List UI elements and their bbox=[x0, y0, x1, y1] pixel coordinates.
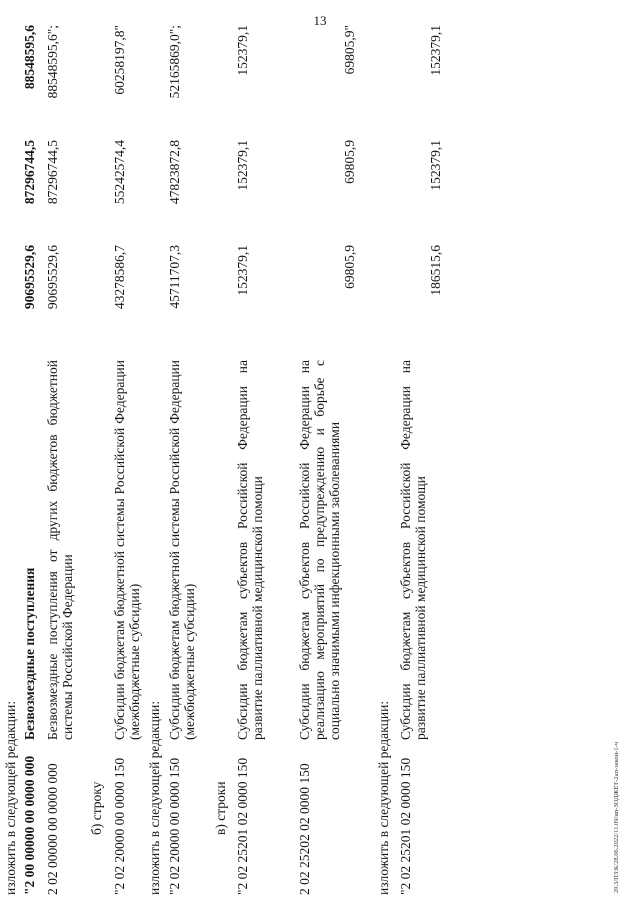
value-year-2: 87296744,5 bbox=[22, 140, 37, 205]
value-year-1: 186515,6 bbox=[428, 245, 443, 296]
value-year-1: 90695529,6 bbox=[45, 245, 60, 310]
instruction-text: в) строки bbox=[213, 781, 228, 835]
budget-code: 2 02 25202 02 0000 150 bbox=[297, 763, 312, 895]
footer-code: 20.3/ПЗ:К/28.06.2022/11.09/ип-ЗОДЖЕТ-2ап-закон-1-ч bbox=[613, 742, 620, 893]
value-year-2: 69805,9 bbox=[342, 140, 357, 184]
instruction-text: изложить в следующей редакции: bbox=[3, 700, 18, 895]
value-year-2: 152379,1 bbox=[428, 140, 443, 191]
budget-code: "2 00 00000 00 0000 000 bbox=[22, 755, 37, 895]
budget-code: "2 02 25201 02 0000 150 bbox=[235, 757, 250, 895]
row-name: Субсидии бюджетам бюджетной системы Российской Федерации (межбюджетные субсидии) bbox=[167, 360, 197, 740]
budget-code: "2 02 20000 00 0000 150 bbox=[167, 757, 182, 895]
instruction-text: изложить в следующей редакции: bbox=[147, 700, 162, 895]
row-name: Безвозмездные поступления bbox=[22, 567, 37, 740]
value-year-2: 152379,1 bbox=[235, 140, 250, 191]
row-name: Субсидии бюджетам субъектов Российской Федерации на реализацию мероприятий по предупреждению и борьбе с социально значимыми инфекционными заболеваниями bbox=[297, 360, 342, 740]
page-number: 13 bbox=[313, 13, 327, 28]
budget-code: "2 02 20000 00 0000 150 bbox=[112, 757, 127, 895]
value-year-1: 152379,1 bbox=[235, 245, 250, 296]
instruction-text: б) строку bbox=[89, 781, 104, 835]
value-year-2: 47823872,8 bbox=[167, 140, 182, 205]
budget-code: "2 02 25201 02 0000 150 bbox=[398, 757, 413, 895]
row-name: Безвозмездные поступления от других бюджетов бюджетной системы Российской Федерации bbox=[45, 360, 75, 740]
instruction-text: изложить в следующей редакции: bbox=[376, 700, 391, 895]
value-year-3: 152379,1 bbox=[428, 25, 443, 76]
row-name: Субсидии бюджетам бюджетной системы Российской Федерации (межбюджетные субсидии) bbox=[112, 360, 142, 740]
value-year-3: 60258197,8" bbox=[112, 25, 127, 95]
value-year-2: 55242574,4 bbox=[112, 140, 127, 205]
value-year-3: 69805,9" bbox=[342, 25, 357, 75]
row-name: Субсидии бюджетам субъектов Российской Федерации на развитие паллиативной медицинской помощи bbox=[235, 360, 265, 740]
value-year-1: 90695529,6 bbox=[22, 245, 37, 310]
value-year-3: 88548595,6 bbox=[22, 25, 37, 90]
value-year-3: 88548595,6"; bbox=[45, 25, 60, 99]
value-year-1: 43278586,7 bbox=[112, 245, 127, 310]
value-year-3: 152379,1 bbox=[235, 25, 250, 76]
budget-code: 2 02 00000 00 0000 000 bbox=[45, 763, 60, 895]
value-year-1: 69805,9 bbox=[342, 245, 357, 289]
value-year-3: 52165869,0"; bbox=[167, 25, 182, 99]
value-year-1: 45711707,3 bbox=[167, 245, 182, 309]
value-year-2: 87296744,5 bbox=[45, 140, 60, 205]
row-name: Субсидии бюджетам субъектов Российской Федерации на развитие паллиативной медицинской помощи bbox=[398, 360, 428, 740]
